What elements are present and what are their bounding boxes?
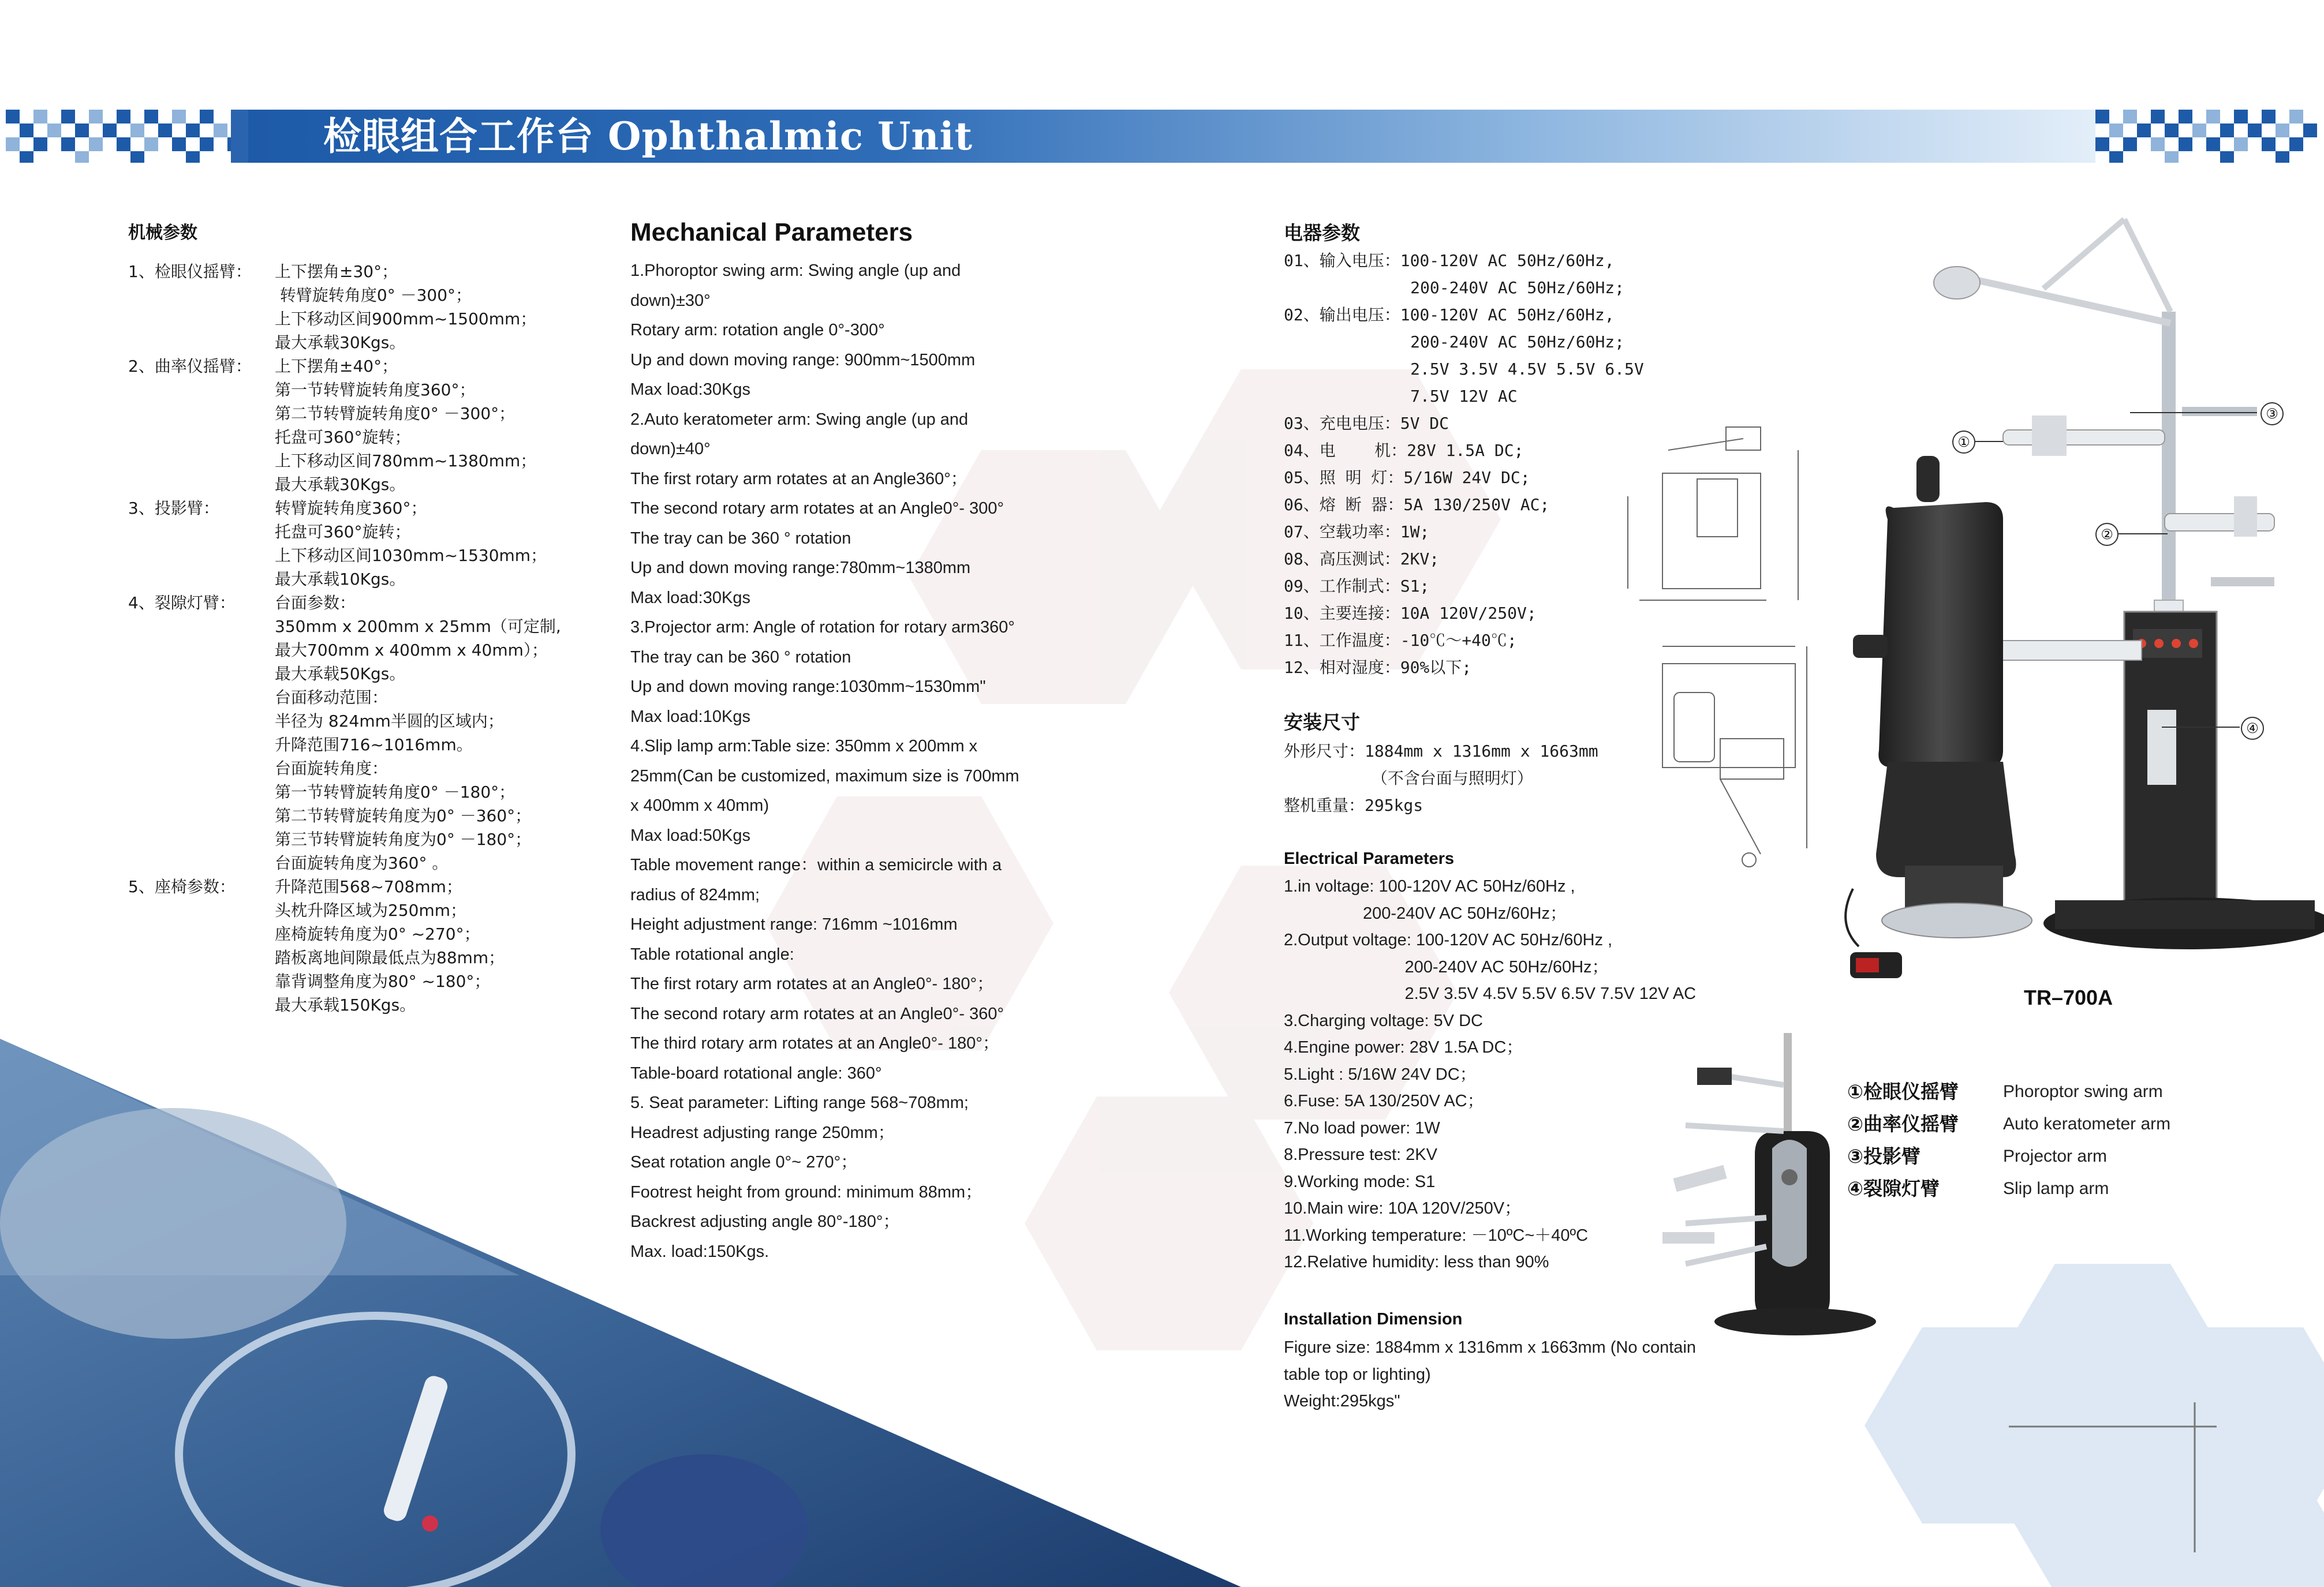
mech-en-line: The first rotary arm rotates at an Angle360°；	[630, 469, 967, 488]
mech-zh-row	[128, 567, 590, 591]
legend-item-2	[1847, 1108, 2170, 1140]
elec-zh-line: 7.5V 12V AC	[1284, 387, 1518, 406]
elec-zh-line: 12、相对湿度：90%以下;	[1284, 658, 1472, 677]
mech-zh-label: 4、裂隙灯臂：	[128, 593, 236, 612]
mech-zh-value: 上下摆角±30°；	[275, 262, 398, 281]
elec-en-line: 6.Fuse: 5A 130/250V AC；	[1284, 1092, 1484, 1110]
mech-zh-value: 第二节转臂旋转角度为0° －360°；	[275, 806, 532, 825]
mech-en-line: Max load:50Kgs	[630, 826, 750, 845]
callout-1: ①	[1952, 431, 1975, 454]
banner-title: 检眼组合工作台 Ophthalmic Unit	[323, 114, 973, 159]
elec-en-line: 2.5V 3.5V 4.5V 5.5V 6.5V 7.5V 12V AC	[1284, 985, 1697, 1003]
elec-zh-heading: 电器参数	[1284, 222, 1360, 244]
elec-en-line: 12.Relative humidity: less than 90%	[1284, 1253, 1549, 1271]
mech-zh-label	[128, 520, 275, 544]
mech-zh-label	[128, 686, 275, 709]
callout-2: ②	[2095, 523, 2118, 546]
elec-zh-line: 06、熔 断 器：5A 130/250V AC;	[1284, 495, 1550, 514]
elec-en-line: 4.Engine power: 28V 1.5A DC；	[1284, 1038, 1523, 1057]
mech-en-line: x 400mm x 40mm)	[630, 796, 769, 815]
mech-en-line: The second rotary arm rotates at an Angle0°- 300°	[630, 499, 1004, 518]
mech-zh-label	[128, 780, 275, 804]
install-en-line: table top or lighting)	[1284, 1365, 1431, 1384]
elec-zh-line: 04、电 机：28V 1.5A DC;	[1284, 441, 1524, 460]
mech-zh-row	[128, 899, 590, 922]
callout-3: ③	[2261, 402, 2284, 425]
mech-zh-row	[128, 828, 590, 851]
mech-zh-value: 转臂旋转角度360°；	[275, 499, 427, 518]
mech-zh-row	[128, 520, 590, 544]
blue-hexagon-pattern	[1865, 1264, 2324, 1587]
legend-item-1	[1847, 1076, 2163, 1108]
mech-zh-label	[128, 662, 275, 686]
elec-en-line: 200-240V AC 50Hz/60Hz；	[1284, 904, 1567, 923]
mech-zh-row	[128, 757, 590, 780]
mech-en-line: Max load:10Kgs	[630, 707, 750, 726]
elec-en-line: 1.in voltage: 100-120V AC 50Hz/60Hz ,	[1284, 877, 1575, 896]
mech-zh-value: 最大承载150Kgs。	[275, 995, 416, 1015]
mech-zh-label: 1、检眼仪摇臂：	[128, 262, 252, 281]
install-zh-line: 外形尺寸：1884mm x 1316mm x 1663mm	[1284, 742, 1598, 761]
mech-en-line: Table movement range：within a semicircle with a	[630, 856, 1002, 874]
mech-zh-label	[128, 567, 275, 591]
mech-zh-value: 半径为 824mm半圆的区域内；	[275, 712, 504, 731]
mech-zh-row	[128, 733, 590, 757]
mech-en-line: Max load:30Kgs	[630, 588, 750, 607]
mech-zh-row	[128, 425, 590, 449]
mech-zh-value: 最大700mm x 400mm x 40mm）；	[275, 641, 548, 660]
install-en-section	[1284, 1310, 1462, 1329]
mech-en-line: Up and down moving range:780mm~1380mm	[630, 559, 971, 577]
mech-zh-label	[128, 544, 275, 567]
mech-zh-row	[128, 851, 590, 875]
mech-zh-label: 2、曲率仪摇臂：	[128, 357, 252, 376]
mech-en-line: Backrest adjusting angle 80°-180°；	[630, 1212, 900, 1231]
elec-en-line: 7.No load power: 1W	[1284, 1118, 1440, 1137]
mech-en-line: Height adjustment range: 716mm ~1016mm	[630, 915, 958, 934]
mech-zh-value: 托盘可360°旋转；	[275, 522, 411, 541]
mech-zh-value: 上下移动区间1030mm~1530mm；	[275, 546, 547, 565]
mech-zh-row	[128, 449, 590, 473]
mech-zh-heading: 机械参数	[128, 223, 197, 243]
elec-en-heading: Electrical Parameters	[1284, 849, 1455, 868]
elec-zh-line: 2.5V 3.5V 4.5V 5.5V 6.5V	[1284, 360, 1644, 379]
mech-zh-list	[128, 260, 590, 1017]
elec-zh-line: 01、输入电压：100-120V AC 50Hz/60Hz,	[1284, 251, 1615, 270]
mech-en-line: down)±40°	[630, 440, 711, 458]
mech-zh-label	[128, 473, 275, 496]
mech-zh-label	[128, 402, 275, 425]
mech-zh-value: 台面参数：	[275, 593, 356, 612]
elec-en-line: 200-240V AC 50Hz/60Hz；	[1284, 957, 1609, 976]
mech-zh-label	[128, 922, 275, 946]
mech-zh-label: 5、座椅参数：	[128, 877, 236, 896]
callout-4: ④	[2241, 717, 2264, 740]
mech-zh-row	[128, 804, 590, 828]
mech-en-line: 4.Slip lamp arm:Table size: 350mm x 200mm x	[630, 737, 978, 755]
elec-en-line: 5.Light : 5/16W 24V DC；	[1284, 1065, 1477, 1084]
mech-zh-section	[128, 218, 197, 244]
elec-zh-line: 08、高压测试：2KV;	[1284, 549, 1440, 568]
mech-en-line: Max. load:150Kgs.	[630, 1242, 769, 1261]
elec-en-line: 2.Output voltage: 100-120V AC 50Hz/60Hz ,	[1284, 931, 1613, 949]
mech-zh-row	[128, 473, 590, 496]
mech-zh-value: 台面移动范围：	[275, 688, 388, 707]
mech-zh-value: 350mm x 200mm x 25mm（可定制,	[275, 617, 561, 636]
mech-zh-value: 上下移动区间900mm~1500mm；	[275, 309, 537, 328]
mech-zh-label	[128, 757, 275, 780]
legend-zh: ③投影臂	[1847, 1145, 1921, 1167]
elec-en-line: 11.Working temperature: －10ºC~＋40ºC	[1284, 1226, 1589, 1245]
elec-zh-line: 07、空载功率：1W;	[1284, 522, 1430, 541]
mech-en-line: Table-board rotational angle: 360°	[630, 1064, 882, 1083]
legend-zh: ①检眼仪摇臂	[1847, 1080, 1959, 1103]
product-chair-unit	[1845, 219, 2324, 978]
mech-zh-row	[128, 780, 590, 804]
mech-zh-value: 上下移动区间780mm~1380mm；	[275, 451, 537, 470]
mech-zh-label	[128, 993, 275, 1017]
mech-zh-value: 升降范围716~1016mm。	[275, 735, 473, 754]
mech-zh-value: 头枕升降区域为250mm；	[275, 901, 466, 920]
legend-en: Auto keratometer arm	[2003, 1114, 2171, 1133]
elec-en-section	[1284, 849, 1454, 869]
elec-zh-list	[1284, 247, 1723, 681]
mech-zh-label	[128, 425, 275, 449]
elec-zh-line: 02、输出电压：100-120V AC 50Hz/60Hz,	[1284, 305, 1615, 324]
mech-en-line: 5. Seat parameter: Lifting range 568~708mm;	[630, 1094, 969, 1112]
mech-zh-row	[128, 591, 590, 615]
install-zh-line: 整机重量：295kgs	[1284, 796, 1423, 815]
mech-zh-row	[128, 993, 590, 1017]
mech-zh-value: 转臂旋转角度0° －300°；	[275, 286, 472, 305]
mech-zh-value: 踏板离地间隙最低点为88mm；	[275, 948, 505, 967]
mech-zh-row	[128, 686, 590, 709]
mech-zh-label	[128, 899, 275, 922]
mech-zh-value: 第一节转臂旋转角度360°；	[275, 380, 476, 399]
mech-en-heading: Mechanical Parameters	[630, 218, 913, 246]
mech-zh-label	[128, 638, 275, 662]
mech-zh-value: 台面旋转角度：	[275, 759, 388, 778]
install-en-list	[1284, 1334, 1757, 1415]
elec-en-line: 9.Working mode: S1	[1284, 1172, 1436, 1191]
mech-en-line: The second rotary arm rotates at an Angle0°- 360°	[630, 1004, 1004, 1023]
legend-zh: ②曲率仪摇臂	[1847, 1113, 1959, 1135]
mech-zh-value: 台面旋转角度为360° 。	[275, 854, 449, 873]
elec-zh-line: 10、主要连接：10A 120V/250V;	[1284, 604, 1537, 623]
checker-pattern-left	[6, 110, 248, 163]
mech-zh-row	[128, 922, 590, 946]
install-en-line: Weight:295kgs"	[1284, 1392, 1400, 1410]
mech-zh-row	[128, 402, 590, 425]
mech-zh-value: 第三节转臂旋转角度为0° －180°；	[275, 830, 532, 849]
mech-zh-label	[128, 828, 275, 851]
mech-zh-row	[128, 970, 590, 993]
install-en-line: Figure size: 1884mm x 1316mm x 1663mm (No contain	[1284, 1338, 1697, 1357]
mech-en-line: The first rotary arm rotates at an Angle0°- 180°；	[630, 975, 994, 993]
mech-zh-label	[128, 331, 275, 354]
mech-zh-label	[128, 709, 275, 733]
legend-zh: ④裂隙灯臂	[1847, 1177, 1940, 1200]
elec-en-list	[1284, 873, 1780, 1276]
mech-zh-label	[128, 307, 275, 331]
mech-zh-value: 座椅旋转角度为0° ~270°；	[275, 924, 480, 944]
mech-en-line: 25mm(Can be customized, maximum size is 700mm	[630, 766, 1019, 785]
mech-zh-row	[128, 544, 590, 567]
elec-en-line: 3.Charging voltage: 5V DC	[1284, 1011, 1483, 1030]
mech-en-line: The tray can be 360 ° rotation	[630, 529, 851, 548]
install-zh-line: （不含台面与照明灯）	[1284, 769, 1533, 788]
mech-en-line: 2.Auto keratometer arm: Swing angle (up and	[630, 410, 969, 429]
mech-en-list	[630, 256, 1081, 1267]
mech-zh-label	[128, 970, 275, 993]
mech-zh-row	[128, 662, 590, 686]
mech-en-line: The third rotary arm rotates at an Angle0°- 180°；	[630, 1034, 999, 1053]
mech-en-line: Rotary arm: rotation angle 0°-300°	[630, 321, 885, 339]
install-zh-heading: 安装尺寸	[1284, 711, 1360, 733]
legend-en: Projector arm	[2003, 1147, 2108, 1166]
mech-zh-row	[128, 875, 590, 899]
mech-en-line: Up and down moving range:1030mm~1530mm"	[630, 678, 986, 696]
mech-zh-row	[128, 307, 590, 331]
checker-pattern-right	[2095, 110, 2317, 163]
mech-zh-label	[128, 615, 275, 638]
mech-zh-value: 最大承载30Kgs。	[275, 333, 406, 352]
mech-zh-row	[128, 331, 590, 354]
legend-item-3	[1847, 1140, 2107, 1173]
mech-zh-value: 靠背调整角度为80° ~180°；	[275, 972, 491, 991]
mech-zh-label	[128, 283, 275, 307]
mech-zh-row	[128, 378, 590, 402]
mech-zh-value: 最大承载50Kgs。	[275, 664, 406, 683]
mech-zh-row	[128, 946, 590, 970]
mech-en-line: Max load:30Kgs	[630, 380, 750, 399]
mech-zh-label	[128, 733, 275, 757]
elec-zh-section	[1284, 218, 1360, 245]
install-en-heading: Installation Dimension	[1284, 1310, 1463, 1328]
mech-zh-row	[128, 260, 590, 283]
mech-zh-label: 3、投影臂：	[128, 499, 219, 518]
mech-en-line: Up and down moving range: 900mm~1500mm	[630, 350, 976, 369]
legend-item-4	[1847, 1173, 2109, 1205]
legend-en: Phoroptor swing arm	[2003, 1082, 2163, 1101]
mech-zh-row	[128, 354, 590, 378]
elec-zh-line: 03、充电电压：5V DC	[1284, 414, 1449, 433]
mech-zh-label	[128, 449, 275, 473]
elec-zh-line: 11、工作温度：-10℃～+40℃;	[1284, 631, 1517, 650]
mech-zh-label	[128, 946, 275, 970]
mech-zh-label	[128, 378, 275, 402]
elec-zh-line: 200-240V AC 50Hz/60Hz;	[1284, 278, 1625, 297]
mech-en-line: 1.Phoroptor swing arm: Swing angle (up and	[630, 261, 961, 280]
install-zh-section	[1284, 708, 1360, 735]
mech-en-line: Table rotational angle:	[630, 945, 794, 964]
mech-zh-row	[128, 638, 590, 662]
elec-zh-line: 200-240V AC 50Hz/60Hz;	[1284, 332, 1625, 351]
mech-zh-value: 第二节转臂旋转角度0° －300°；	[275, 404, 515, 423]
mech-zh-value: 升降范围568~708mm；	[275, 877, 462, 896]
mech-zh-label	[128, 804, 275, 828]
mech-en-line: The tray can be 360 ° rotation	[630, 647, 851, 667]
mech-zh-row	[128, 709, 590, 733]
mech-zh-row	[128, 283, 590, 307]
mech-zh-value: 最大承载10Kgs。	[275, 570, 406, 589]
model-label: TR–700A	[2024, 986, 2113, 1009]
mech-zh-row	[128, 615, 590, 638]
mech-en-line: Seat rotation angle 0°~ 270°；	[630, 1153, 858, 1171]
elec-zh-line: 09、工作制式：S1;	[1284, 577, 1430, 596]
mech-zh-value: 上下摆角±40°；	[275, 357, 398, 376]
mech-zh-value: 第一节转臂旋转角度0° －180°；	[275, 783, 515, 802]
mech-en-section	[630, 218, 913, 247]
install-zh-list	[1284, 738, 1723, 819]
mech-en-line: Footrest height from ground: minimum 88mm；	[630, 1182, 982, 1202]
mech-zh-label	[128, 851, 275, 875]
mech-zh-row	[128, 496, 590, 520]
mech-en-line: Headrest adjusting range 250mm；	[630, 1123, 895, 1142]
mech-en-line: radius of 824mm;	[630, 885, 760, 904]
legend-en: Slip lamp arm	[2003, 1179, 2109, 1198]
mech-en-line: 3.Projector arm: Angle of rotation for rotary arm360°	[630, 618, 1015, 637]
elec-zh-line: 05、照 明 灯：5/16W 24V DC;	[1284, 468, 1530, 487]
mech-zh-value: 最大承载30Kgs。	[275, 475, 406, 494]
mech-en-line: down)±30°	[630, 291, 711, 310]
elec-en-line: 8.Pressure test: 2KV	[1284, 1146, 1437, 1164]
mech-zh-value: 托盘可360°旋转；	[275, 428, 411, 447]
elec-en-line: 10.Main wire: 10A 120V/250V；	[1284, 1199, 1522, 1218]
